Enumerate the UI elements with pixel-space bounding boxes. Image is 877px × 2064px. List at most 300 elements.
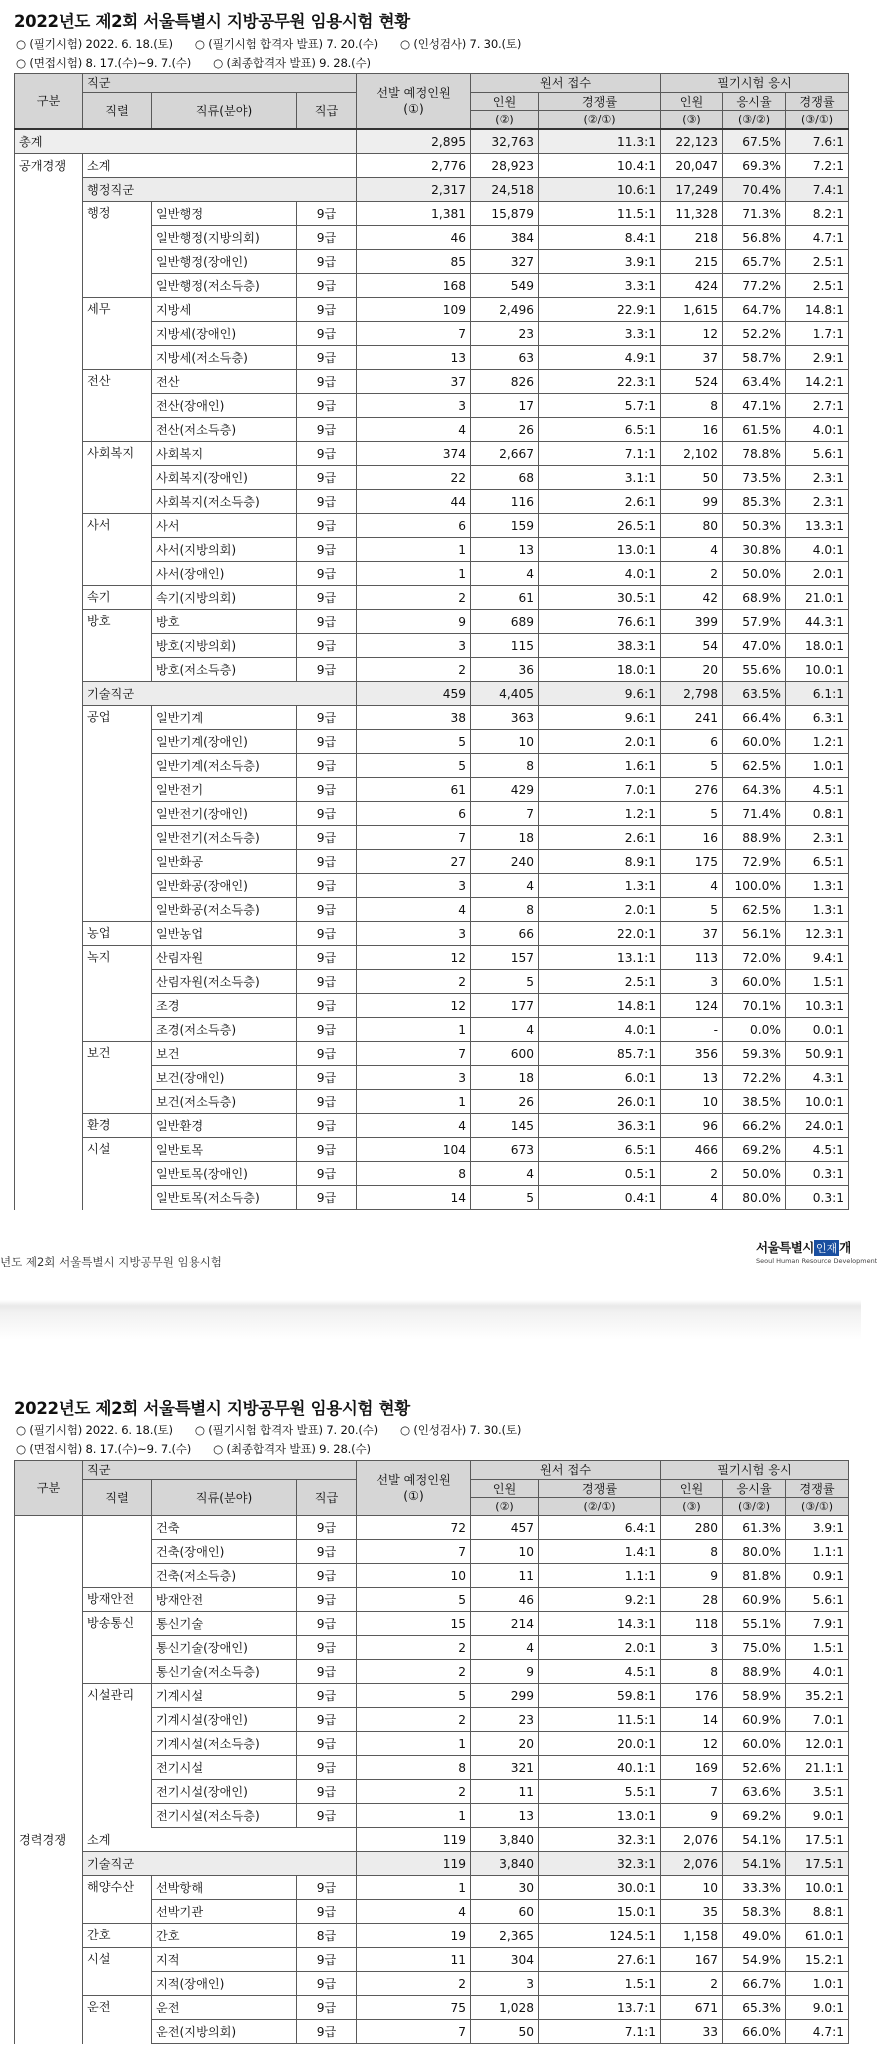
cell-jikgeup: 9급 (297, 778, 357, 802)
cell-ratio-applied: 13.0:1 (539, 1804, 661, 1828)
header-eungsi: 응시율 (723, 93, 786, 111)
cell-blank (15, 466, 83, 490)
table-row (15, 1660, 849, 1684)
cell-jikgeup: 9급 (297, 370, 357, 394)
cell-seonbal: 3 (357, 634, 471, 658)
cell-ratio-applied: 1.2:1 (539, 802, 661, 826)
cell-jikryeol: 시설관리 (83, 1684, 152, 1708)
cell-seonbal: 10 (357, 1564, 471, 1588)
cell-blank (15, 1042, 83, 1066)
cell-seonbal: 3 (357, 1066, 471, 1090)
page-title: 2022년도 제2회 서울특별시 지방공무원 임용시험 현황 (14, 1399, 410, 1418)
cell-jikryu: 통신기술 (152, 1612, 297, 1636)
cell-jikgeup: 9급 (297, 562, 357, 586)
cell-take-rate: 49.0% (723, 1924, 786, 1948)
cell-jikgeup: 9급 (297, 1996, 357, 2020)
table-row (15, 1516, 849, 1540)
cell-jikryeol: 전산 (83, 370, 152, 394)
cell-take-rate: 60.9% (723, 1588, 786, 1612)
cell-take-rate: 63.4% (723, 370, 786, 394)
cell-takers: 42 (661, 586, 723, 610)
cell-seonbal: 1 (357, 1090, 471, 1114)
cell-blank (15, 370, 83, 394)
cell-ratio-taken: 4.0:1 (786, 538, 849, 562)
cell-takers: 3 (661, 1636, 723, 1660)
cell-takers: 2,076 (661, 1828, 723, 1852)
cell-jikryu: 사회복지(저소득층) (152, 490, 297, 514)
cell-take-rate: 62.5% (723, 898, 786, 922)
cell-ratio-taken: 8.8:1 (786, 1900, 849, 1924)
cell-seonbal: 2 (357, 1780, 471, 1804)
cell-applicants: 8 (471, 754, 539, 778)
page-2 (0, 1340, 861, 2064)
table-row (15, 610, 849, 634)
cell-ratio-applied: 5.7:1 (539, 394, 661, 418)
cell-ratio-applied: 10.4:1 (539, 154, 661, 178)
cell-take-rate: 73.5% (723, 466, 786, 490)
cell-jikryu: 속기(지방의회) (152, 586, 297, 610)
cell-jikgeup: 9급 (297, 1612, 357, 1636)
cell-takers: 356 (661, 1042, 723, 1066)
cell-jikryu: 전산 (152, 370, 297, 394)
cell-blank (15, 562, 83, 586)
cell-take-rate: 69.2% (723, 1804, 786, 1828)
cell-blank (15, 1708, 83, 1732)
cell-ratio-taken: 4.7:1 (786, 226, 849, 250)
cell-take-rate: 58.9% (723, 1684, 786, 1708)
cell-ratio-applied: 36.3:1 (539, 1114, 661, 1138)
cell-take-rate: 54.1% (723, 1852, 786, 1876)
cell-jikgeup: 9급 (297, 1090, 357, 1114)
cell-ratio-applied: 5.5:1 (539, 1780, 661, 1804)
cell-ratio-applied: 7.0:1 (539, 778, 661, 802)
cell-seonbal: 9 (357, 610, 471, 634)
cell-jikryeol: 시설 (83, 1138, 152, 1162)
cell-ratio-applied: 2.6:1 (539, 490, 661, 514)
cell-blank (15, 226, 83, 250)
cell-seonbal: 75 (357, 1996, 471, 2020)
cell-applicants: 61 (471, 586, 539, 610)
cell-ratio-taken: 2.7:1 (786, 394, 849, 418)
cell-takers: 5 (661, 898, 723, 922)
table-row (15, 514, 849, 538)
cell-blank (15, 274, 83, 298)
cell-jikryu: 일반토목(장애인) (152, 1162, 297, 1186)
cell-ratio-applied: 1.6:1 (539, 754, 661, 778)
cell-jikryu: 기계시설(저소득층) (152, 1732, 297, 1756)
cell-seonbal: 119 (357, 1852, 471, 1876)
cell-blank (15, 1516, 83, 1540)
cell-applicants: 60 (471, 1900, 539, 1924)
cell-jikgeup: 9급 (297, 2020, 357, 2044)
cell-ratio-applied: 1.5:1 (539, 1972, 661, 1996)
cell-jikgeup: 9급 (297, 466, 357, 490)
cell-blank (15, 730, 83, 754)
table-row (15, 442, 849, 466)
schedule-item: ○ (필기시험) 2022. 6. 18.(토) (16, 1423, 173, 1437)
cell-take-rate: 33.3% (723, 1876, 786, 1900)
cell-ratio-applied: 59.8:1 (539, 1684, 661, 1708)
cell-applicants: 327 (471, 250, 539, 274)
table-row (15, 1138, 849, 1162)
cell-takers: 4 (661, 874, 723, 898)
cell-applicants: 549 (471, 274, 539, 298)
cell-applicants: 304 (471, 1948, 539, 1972)
cell-applicants: 66 (471, 922, 539, 946)
cell-take-rate: 56.1% (723, 922, 786, 946)
cell-jikgeup: 9급 (297, 586, 357, 610)
cell-take-rate: 60.0% (723, 1732, 786, 1756)
cell-ratio-applied: 9.2:1 (539, 1588, 661, 1612)
cell-ratio-taken: 17.5:1 (786, 1828, 849, 1852)
cell-applicants: 116 (471, 490, 539, 514)
header-jikryu: 직류(분야) (152, 93, 297, 130)
cell-blank (15, 634, 83, 658)
header-sub: (②/①) (539, 111, 661, 130)
cell-jikgeup: 9급 (297, 802, 357, 826)
cell-ratio-taken: 2.5:1 (786, 274, 849, 298)
cell-jikryeol (83, 250, 152, 274)
cell-applicants: 826 (471, 370, 539, 394)
cell-ratio-taken: 1.0:1 (786, 1972, 849, 1996)
header-ratio-2: 경쟁률 (539, 93, 661, 111)
cell-jikryu: 방호(저소득층) (152, 658, 297, 682)
cell-jikgeup: 9급 (297, 322, 357, 346)
cell-blank (15, 1162, 83, 1186)
cell-exam-type: 공개경쟁 (15, 154, 83, 178)
cell-ratio-taken: 35.2:1 (786, 1684, 849, 1708)
cell-blank (15, 1066, 83, 1090)
cell-ratio-applied: 3.3:1 (539, 322, 661, 346)
cell-ratio-taken: 10.3:1 (786, 994, 849, 1018)
cell-blank (15, 1924, 83, 1948)
header-sub: (③) (661, 111, 723, 130)
cell-jikryu: 보건 (152, 1042, 297, 1066)
cell-blank (15, 1876, 83, 1900)
cell-takers: 12 (661, 322, 723, 346)
cell-jikgeup: 9급 (297, 1804, 357, 1828)
cell-jikryeol (83, 658, 152, 682)
cell-ratio-taken: 1.3:1 (786, 898, 849, 922)
cell-jikgeup: 9급 (297, 946, 357, 970)
table-row (15, 1924, 849, 1948)
cell-jikryu: 기계시설(장애인) (152, 1708, 297, 1732)
cell-jikgeup: 9급 (297, 1138, 357, 1162)
cell-ratio-taken: 15.2:1 (786, 1948, 849, 1972)
cell-applicants: 5 (471, 1186, 539, 1210)
cell-jikryeol (83, 1636, 152, 1660)
cell-applicants: 13 (471, 1804, 539, 1828)
cell-ratio-applied: 30.5:1 (539, 586, 661, 610)
cell-jikryeol (83, 1732, 152, 1756)
cell-ratio-taken: 12.0:1 (786, 1732, 849, 1756)
cell-jikgeup: 9급 (297, 418, 357, 442)
header-jikgun: 직군 (83, 74, 357, 93)
cell-applicants: 115 (471, 634, 539, 658)
cell-jikryeol (83, 1780, 152, 1804)
table-row (15, 346, 849, 370)
cell-applicants: 600 (471, 1042, 539, 1066)
cell-jikryeol (83, 1660, 152, 1684)
table-row (15, 562, 849, 586)
cell-takers: 17,249 (661, 178, 723, 202)
cell-ratio-taken: 1.2:1 (786, 730, 849, 754)
cell-take-rate: 47.0% (723, 634, 786, 658)
cell-seonbal: 12 (357, 994, 471, 1018)
cell-jikgeup: 9급 (297, 706, 357, 730)
cell-seonbal: 4 (357, 1900, 471, 1924)
cell-jikgeup: 9급 (297, 250, 357, 274)
cell-seonbal: 119 (357, 1828, 471, 1852)
cell-takers: 11,328 (661, 202, 723, 226)
cell-jikryeol (83, 850, 152, 874)
cell-jikgeup: 9급 (297, 1972, 357, 1996)
cell-jikgeup: 9급 (297, 730, 357, 754)
schedule-line-2 (16, 55, 393, 71)
cell-blank (15, 1114, 83, 1138)
cell-jikryu: 일반화공 (152, 850, 297, 874)
cell-applicants: 689 (471, 610, 539, 634)
cell-jikryeol: 방호 (83, 610, 152, 634)
table-row (15, 466, 849, 490)
cell-takers: 2,076 (661, 1852, 723, 1876)
cell-ratio-applied: 15.0:1 (539, 1900, 661, 1924)
table-row (15, 1018, 849, 1042)
cell-seonbal: 2,317 (357, 178, 471, 202)
cell-applicants: 20 (471, 1732, 539, 1756)
cell-blank (15, 1756, 83, 1780)
cell-ratio-taken: 9.4:1 (786, 946, 849, 970)
cell-ratio-applied: 0.5:1 (539, 1162, 661, 1186)
cell-ratio-applied: 2.5:1 (539, 970, 661, 994)
table-row (15, 682, 849, 706)
cell-group-label: 행정직군 (83, 178, 357, 202)
cell-seonbal: 2 (357, 658, 471, 682)
cell-seonbal: 5 (357, 730, 471, 754)
table-row (15, 274, 849, 298)
cell-jikgeup: 9급 (297, 202, 357, 226)
cell-jikryeol (83, 562, 152, 586)
table-row (15, 874, 849, 898)
cell-jikryeol (83, 874, 152, 898)
cell-blank (15, 1684, 83, 1708)
cell-take-rate: 69.2% (723, 1138, 786, 1162)
cell-take-rate: 52.6% (723, 1756, 786, 1780)
cell-takers: 118 (661, 1612, 723, 1636)
cell-blank (15, 178, 83, 202)
cell-takers: 7 (661, 1780, 723, 1804)
cell-applicants: 3,840 (471, 1828, 539, 1852)
cell-ratio-applied: 13.1:1 (539, 946, 661, 970)
cell-jikgeup: 9급 (297, 514, 357, 538)
cell-applicants: 4,405 (471, 682, 539, 706)
table-row (15, 754, 849, 778)
cell-seonbal: 6 (357, 514, 471, 538)
cell-blank (15, 802, 83, 826)
cell-jikryeol (83, 1804, 152, 1828)
cell-jikryeol (83, 778, 152, 802)
cell-take-rate: 55.1% (723, 1612, 786, 1636)
cell-jikryeol (83, 634, 152, 658)
page-title: 2022년도 제2회 서울특별시 지방공무원 임용시험 현황 (14, 12, 410, 31)
cell-ratio-taken: 1.0:1 (786, 754, 849, 778)
cell-ratio-taken: 21.1:1 (786, 1756, 849, 1780)
cell-jikryeol (83, 346, 152, 370)
cell-seonbal: 4 (357, 1114, 471, 1138)
cell-blank (15, 826, 83, 850)
cell-ratio-applied: 7.1:1 (539, 2020, 661, 2044)
schedule-line-1 (16, 36, 543, 52)
cell-blank (15, 922, 83, 946)
cell-seonbal: 1 (357, 538, 471, 562)
cell-ratio-taken: 9.0:1 (786, 1804, 849, 1828)
cell-ratio-applied: 32.3:1 (539, 1828, 661, 1852)
cell-take-rate: 55.6% (723, 658, 786, 682)
cell-jikgeup: 9급 (297, 1540, 357, 1564)
page-footer: 년도 제2회 서울특별시 지방공무원 임용시험 (0, 1255, 222, 1269)
cell-group-label: 기술직군 (83, 1852, 357, 1876)
cell-take-rate: 68.9% (723, 586, 786, 610)
cell-jikryeol (83, 394, 152, 418)
header-jikryeol: 직렬 (83, 1480, 152, 1516)
cell-ratio-applied: 10.6:1 (539, 178, 661, 202)
cell-take-rate: 38.5% (723, 1090, 786, 1114)
cell-blank (15, 1138, 83, 1162)
cell-ratio-applied: 9.6:1 (539, 706, 661, 730)
cell-jikryu: 일반전기(저소득층) (152, 826, 297, 850)
cell-jikryeol: 세무 (83, 298, 152, 322)
cell-jikgeup: 9급 (297, 1516, 357, 1540)
cell-seonbal: 1 (357, 1732, 471, 1756)
cell-seonbal: 3 (357, 874, 471, 898)
cell-jikryu: 전기시설(장애인) (152, 1780, 297, 1804)
cell-take-rate: 66.2% (723, 1114, 786, 1138)
cell-seonbal: 85 (357, 250, 471, 274)
cell-ratio-taken: 0.3:1 (786, 1186, 849, 1210)
cell-seonbal: 1 (357, 1804, 471, 1828)
cell-jikryeol: 해양수산 (83, 1876, 152, 1900)
cell-seonbal: 7 (357, 2020, 471, 2044)
cell-take-rate: 60.9% (723, 1708, 786, 1732)
page-separator (0, 1300, 861, 1340)
cell-ratio-taken: 9.0:1 (786, 1996, 849, 2020)
cell-jikryu: 운전(지방의회) (152, 2020, 297, 2044)
cell-takers: 2,102 (661, 442, 723, 466)
cell-ratio-taken: 2.3:1 (786, 826, 849, 850)
cell-subtotal-label: 소계 (83, 154, 357, 178)
cell-jikryeol (83, 274, 152, 298)
cell-jikgeup: 9급 (297, 538, 357, 562)
cell-ratio-taken: 6.1:1 (786, 682, 849, 706)
cell-take-rate: 85.3% (723, 490, 786, 514)
cell-applicants: 363 (471, 706, 539, 730)
cell-takers: 1,158 (661, 1924, 723, 1948)
table-row (15, 586, 849, 610)
cell-take-rate: 80.0% (723, 1186, 786, 1210)
cell-jikryeol: 간호 (83, 1924, 152, 1948)
cell-ratio-applied: 14.3:1 (539, 1612, 661, 1636)
cell-seonbal: 7 (357, 1540, 471, 1564)
schedule-item: ○ (필기시험 합격자 발표) 7. 20.(수) (194, 37, 378, 51)
cell-ratio-taken: 10.0:1 (786, 1876, 849, 1900)
cell-applicants: 4 (471, 874, 539, 898)
cell-take-rate: 0.0% (723, 1018, 786, 1042)
schedule-line-1 (16, 1422, 543, 1438)
cell-jikryu: 전산(장애인) (152, 394, 297, 418)
cell-jikryeol (83, 1708, 152, 1732)
cell-applicants: 240 (471, 850, 539, 874)
cell-blank (15, 346, 83, 370)
cell-take-rate: 62.5% (723, 754, 786, 778)
cell-applicants: 384 (471, 226, 539, 250)
cell-ratio-applied: 4.0:1 (539, 562, 661, 586)
cell-ratio-taken: 12.3:1 (786, 922, 849, 946)
cell-seonbal: 168 (357, 274, 471, 298)
cell-applicants: 17 (471, 394, 539, 418)
cell-jikryu: 사회복지 (152, 442, 297, 466)
table-row (15, 2020, 849, 2044)
table-row (15, 970, 849, 994)
cell-jikryu: 산림자원(저소득층) (152, 970, 297, 994)
cell-ratio-applied: 27.6:1 (539, 1948, 661, 1972)
cell-takers: 280 (661, 1516, 723, 1540)
cell-ratio-taken: 21.0:1 (786, 586, 849, 610)
cell-ratio-taken: 7.0:1 (786, 1708, 849, 1732)
cell-take-rate: 60.0% (723, 730, 786, 754)
table-row (15, 394, 849, 418)
cell-blank (15, 586, 83, 610)
cell-seonbal: 3 (357, 922, 471, 946)
cell-seonbal: 46 (357, 226, 471, 250)
cell-applicants: 13 (471, 538, 539, 562)
cell-jikryeol (83, 1900, 152, 1924)
header-jikryeol: 직렬 (83, 93, 152, 130)
cell-applicants: 2,365 (471, 1924, 539, 1948)
cell-applicants: 63 (471, 346, 539, 370)
cell-takers: 124 (661, 994, 723, 1018)
cell-seonbal: 2 (357, 586, 471, 610)
cell-seonbal: 2,776 (357, 154, 471, 178)
cell-jikryu: 지적(장애인) (152, 1972, 297, 1996)
cell-blank (15, 298, 83, 322)
cell-ratio-applied: 7.1:1 (539, 442, 661, 466)
cell-takers: 671 (661, 1996, 723, 2020)
table-row (15, 1066, 849, 1090)
cell-ratio-applied: 2.0:1 (539, 730, 661, 754)
cell-seonbal: 15 (357, 1612, 471, 1636)
cell-jikryu: 보건(장애인) (152, 1066, 297, 1090)
cell-seonbal: 27 (357, 850, 471, 874)
cell-seonbal: 2,895 (357, 129, 471, 154)
cell-applicants: 457 (471, 1516, 539, 1540)
cell-jikgeup: 9급 (297, 298, 357, 322)
schedule-item: ○ (면접시험) 8. 17.(수)~9. 7.(수) (16, 1442, 192, 1456)
cell-jikryeol (83, 1540, 152, 1564)
cell-seonbal: 44 (357, 490, 471, 514)
cell-seonbal: 37 (357, 370, 471, 394)
cell-takers: 9 (661, 1804, 723, 1828)
cell-blank (15, 898, 83, 922)
cell-ratio-applied: 38.3:1 (539, 634, 661, 658)
cell-ratio-applied: 6.0:1 (539, 1066, 661, 1090)
cell-takers: 2 (661, 1162, 723, 1186)
cell-ratio-taken: 1.7:1 (786, 322, 849, 346)
cell-seonbal: 1 (357, 1018, 471, 1042)
cell-blank (15, 1780, 83, 1804)
cell-applicants: 26 (471, 418, 539, 442)
cell-seonbal: 12 (357, 946, 471, 970)
cell-jikryeol (83, 1564, 152, 1588)
